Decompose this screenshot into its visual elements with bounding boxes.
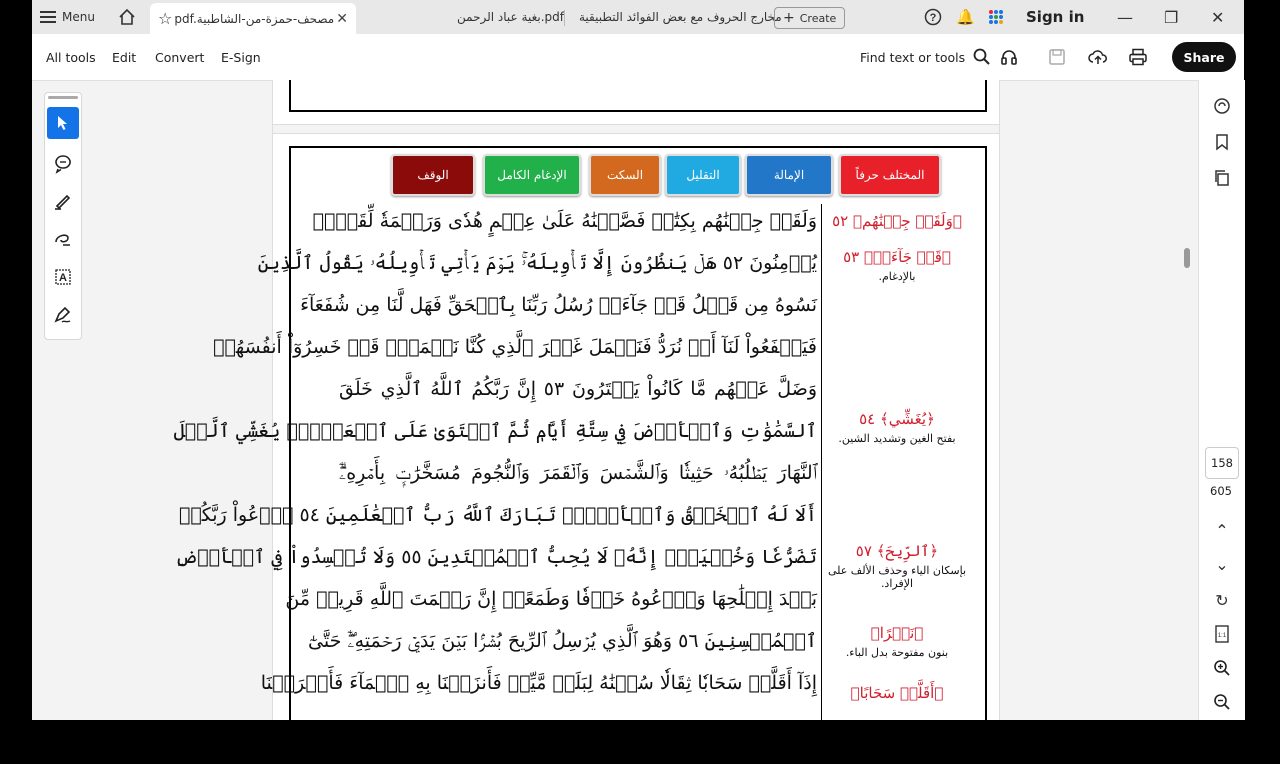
comments-panel-button[interactable] [1207, 92, 1237, 120]
create-button[interactable] [774, 7, 845, 29]
minimize-icon[interactable]: — [1117, 7, 1133, 27]
home-icon [118, 8, 136, 26]
side-note [827, 410, 967, 445]
legend-label: الوقف [417, 168, 449, 182]
legend-label: التقليل [686, 168, 720, 182]
tab-document-2[interactable] [457, 0, 564, 34]
zoom-out-button[interactable] [1207, 688, 1237, 716]
comment-icon [53, 153, 73, 173]
search-icon [973, 48, 991, 66]
all-tools-button[interactable]: All tools [46, 49, 96, 65]
quran-line: أَلَا لَهُ ٱلۡخَلۡقُ وَٱلۡأَمۡرُۗ تَبَارَكَ ٱللَّهُ رَبُّ ٱلۡعَٰلَمِينَ ٥٤ ٱدۡعُواْ رَبَّكُمۡ [178, 504, 817, 526]
close-tab-icon[interactable]: ✕ [336, 10, 348, 27]
side-note-desc: بنون مفتوحة بدل الباء. [845, 646, 949, 659]
menu-label: Menu [62, 10, 95, 24]
home-button[interactable] [118, 0, 136, 34]
quran-line: ٱلنَّهَارَ يَطۡلُبُهُۥ حَثِيثٗا وَٱلشَّمۡسَ وَٱلۡقَمَرَ وَٱلنُّجُومَ مُسَخَّرَٰتِۭ بِأَمۡرِهِۦٓۗ [339, 462, 817, 484]
tab-divider [564, 10, 565, 26]
side-note-term: ﴿ٱلرِّيحَ﴾ ٥٧ [855, 542, 939, 560]
zoom-in-button[interactable] [1207, 654, 1237, 682]
tab-bar [32, 0, 1244, 35]
legend-taqlil [665, 154, 741, 196]
tab-title: pdf.مصحف-حمزة-من-الشاطبية [174, 11, 335, 26]
apps-button[interactable] [988, 0, 1004, 34]
chevron-down-icon: ⌄ [1215, 554, 1229, 574]
create-label: Create [799, 11, 837, 25]
cursor-arrow-icon [56, 115, 70, 131]
restore-icon[interactable]: ❐ [1164, 7, 1179, 27]
pages-panel-button[interactable] [1207, 164, 1237, 192]
select-tool-button[interactable] [47, 107, 79, 139]
current-page-input[interactable]: 158 [1205, 447, 1239, 479]
notifications-button[interactable] [956, 0, 975, 34]
text-box-icon [53, 267, 73, 287]
printer-icon [1128, 48, 1148, 66]
save-button[interactable] [1048, 34, 1066, 80]
side-note-term: ﴿وَلَقَدۡ جِئۡنَٰهُم﴾ ٥٢ [832, 212, 962, 230]
sign-tool-button[interactable] [47, 299, 79, 331]
read-aloud-button[interactable] [1000, 34, 1018, 80]
rotate-button[interactable] [1207, 586, 1237, 614]
bookmarks-panel-button[interactable] [1207, 128, 1237, 156]
notes-column-divider [821, 204, 822, 764]
previous-page-bottom [289, 80, 987, 112]
quran-line: فَيَشۡفَعُواْ لَنَآ أَوۡ نُرَدُّ فَنَعۡمَلَ غَيۡرَ ٱلَّذِي كُنَّا نَعۡمَلُۚ قَدۡ خَسِرُوٓاْ أَنفُسَهُمۡ [213, 336, 817, 358]
chevron-up-icon: ⌃ [1215, 520, 1229, 540]
plus-icon: + [783, 10, 795, 26]
menu-button[interactable] [40, 0, 95, 34]
signature-pen-icon [53, 305, 73, 325]
find-label: Find text or tools [860, 49, 966, 65]
total-pages: 605 [1210, 484, 1232, 498]
vertical-scrollbar-thumb[interactable] [1184, 248, 1190, 268]
ai-assistant-icon [1213, 97, 1231, 115]
comment-tool-button[interactable] [47, 147, 79, 179]
document-viewer[interactable] [173, 80, 1000, 720]
side-note-desc: بفتح الغين وتشديد الشين. [838, 432, 956, 445]
quran-line: وَلَقَدۡ جِئۡنَٰهُم بِكِتَٰبٖ فَصَّلۡنَٰهُ عَلَىٰ عِلۡمٍ هُدٗى وَرَحۡمَةٗ لِّقَوۡمٖ [312, 210, 817, 232]
cloud-upload-icon [1088, 48, 1108, 66]
star-icon[interactable]: ☆ [158, 9, 173, 28]
apps-grid-icon [988, 9, 1004, 25]
highlight-tool-button[interactable] [47, 185, 79, 217]
headphones-icon [1000, 48, 1018, 66]
side-note [827, 212, 967, 230]
main-toolbar [32, 34, 1244, 81]
quick-tools-panel [44, 92, 82, 340]
draw-tool-button[interactable] [47, 223, 79, 255]
svg-text:A: A [59, 272, 67, 284]
hamburger-icon [40, 10, 56, 24]
quran-line: وَضَلَّ عَنۡهُم مَّا كَانُواْ يَفۡتَرُونَ ٥٣ إِنَّ رَبَّكُمُ ٱللَّهُ ٱلَّذِي خَلَقَ [339, 378, 817, 400]
help-icon [924, 8, 942, 26]
fit-page-icon [1214, 625, 1230, 643]
quran-line: ٱلسَّمَٰوَٰتِ وَٱلۡأَرۡضَ فِي سِتَّةِ أَيَّامٖ ثُمَّ ٱسۡتَوَىٰ عَلَى ٱلۡعَرۡشِۖ يُغَشِّي ٱلَّيۡلَ [173, 420, 817, 442]
zoom-in-icon [1213, 659, 1231, 677]
find-text-button[interactable] [860, 34, 991, 80]
side-note [827, 248, 967, 283]
quran-page [173, 146, 987, 750]
side-note-term: ﴿نَشۡرًا﴾ [870, 624, 924, 642]
legend-label: المختلف حرفاً [855, 168, 925, 182]
side-note [827, 684, 967, 702]
upload-button[interactable] [1088, 34, 1108, 80]
side-note-desc: بإسكان الياء وحذف الألف على الإفراد. [827, 564, 967, 590]
side-note-term: ﴿أَقَلَّتۡ سَحَابًا﴾ [850, 684, 944, 702]
panel-grip[interactable] [48, 96, 78, 99]
side-note-term: ﴿قَدۡ جَآءَتۡ﴾ ٥٣ [843, 248, 951, 266]
legend-waqf [391, 154, 475, 196]
convert-button[interactable]: Convert [155, 49, 205, 65]
legend-mukhtalif-harfan [839, 154, 941, 196]
side-note-term: ﴿يُغَشِّي﴾ ٥٤ [859, 410, 935, 428]
legend-label: الإمالة [773, 168, 805, 182]
refresh-icon: ↻ [1215, 590, 1229, 610]
share-button[interactable]: Share [1172, 42, 1236, 72]
edit-button[interactable]: Edit [112, 49, 137, 65]
esign-button[interactable]: E-Sign [221, 49, 261, 65]
legend-label: السكت [606, 168, 644, 182]
page-up-button[interactable] [1207, 516, 1237, 544]
tab-active-document[interactable] [150, 3, 356, 34]
quran-line: بَعۡدَ إِصۡلَٰحِهَا وَٱدۡعُوهُ خَوۡفٗا وَطَمَعًاۚ إِنَّ رَحۡمَتَ ٱللَّهِ قَرِيبٞ مِّنَ [285, 588, 817, 610]
page-separator [273, 124, 999, 134]
bookmark-icon [1213, 133, 1231, 151]
right-rail [1198, 80, 1245, 720]
legend-sakt [589, 154, 661, 196]
quran-line: نَسُوهُ مِن قَبۡلُ قَدۡ جَآءَتۡ رُسُلُ رَبِّنَا بِٱلۡحَقِّ فَهَل لَّنَا مِن شُفَعَآءَ [300, 294, 817, 316]
legend-idgham-kamil [483, 154, 581, 196]
page-down-button[interactable] [1207, 550, 1237, 578]
help-button[interactable] [924, 0, 942, 34]
bell-icon: 🔔 [956, 8, 975, 26]
close-window-icon[interactable]: ✕ [1211, 7, 1225, 27]
zoom-out-icon [1213, 693, 1231, 711]
acrobat-window [32, 0, 1244, 720]
legend-label: الإدغام الكامل [497, 168, 567, 182]
quran-line: تَضَرُّعٗا وَخُفۡيَةًۚ إِنَّهُۥ لَا يُحِبُّ ٱلۡمُعۡتَدِينَ ٥٥ وَلَا تُفۡسِدُواْ فِي ٱلۡأَرۡضِ [175, 546, 817, 568]
svg-text:?: ? [929, 12, 937, 24]
tab2-title: بغية عباد الرحمن.pdf [457, 10, 564, 24]
sign-in-button[interactable]: Sign in [1026, 8, 1085, 26]
quran-line: يُؤۡمِنُونَ ٥٢ هَلۡ يَنظُرُونَ إِلَّا تَأۡوِيلَهُۥۚ يَوۡمَ يَأۡتِي تَأۡوِيلُهُۥ يَقُولُ ٱلَّذِينَ [257, 252, 817, 274]
fit-page-button[interactable] [1207, 620, 1237, 648]
tab-document-3[interactable] [579, 0, 782, 34]
text-box-tool-button[interactable] [47, 261, 79, 293]
quran-line: ٱلۡمُحۡسِنِينَ ٥٦ وَهُوَ ٱلَّذِي يُرۡسِلُ ٱلرِّيحَ بُشۡرَۢا بَيۡنَ يَدَيۡ رَحۡمَتِهِۦٓۖ حَتَّىٰٓ [308, 630, 817, 652]
svg-text:1:1: 1:1 [1217, 633, 1227, 639]
save-icon [1048, 48, 1066, 66]
print-button[interactable] [1128, 34, 1148, 80]
side-note [827, 624, 967, 659]
side-note [827, 542, 967, 590]
legend-imala [745, 154, 833, 196]
side-note-desc: بالإدغام. [878, 270, 916, 283]
quran-line: إِذَآ أَقَلَّتۡ سَحَابٗا ثِقَالٗا سُقۡنَٰهُ لِبَلَدٖ مَّيِّتٖ فَأَنزَلۡنَا بِهِ ٱلۡمَآءَ فَأَخۡرَجۡنَا [260, 672, 817, 694]
tab3-title: مخارج الحروف مع بعض الفوائد التطبيقية [579, 10, 782, 24]
copy-pages-icon [1213, 169, 1231, 187]
pen-icon [53, 191, 73, 211]
freehand-icon [53, 229, 73, 249]
